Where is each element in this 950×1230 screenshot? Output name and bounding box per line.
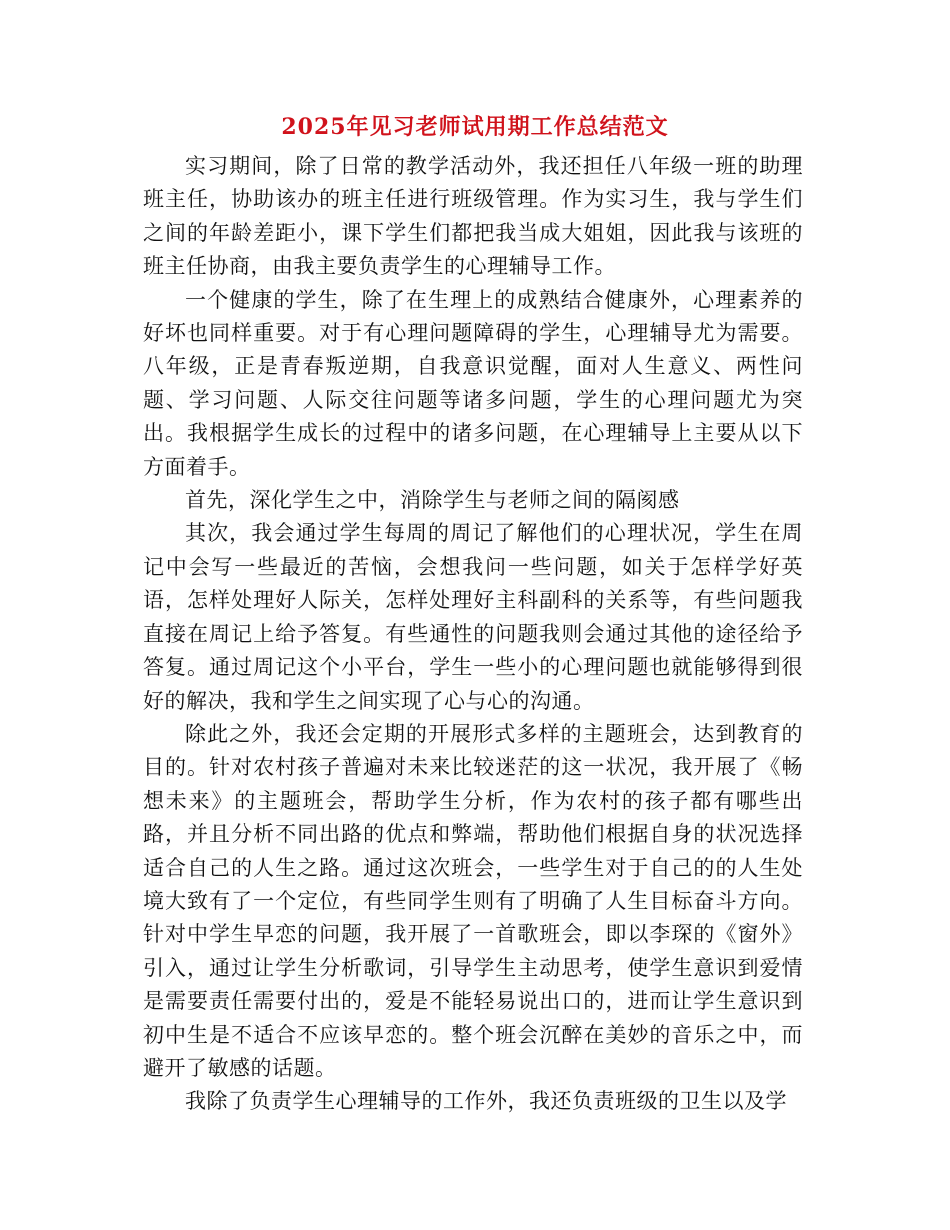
paragraph-3: 首先，深化学生之中，消除学生与老师之间的隔阂感 xyxy=(185,488,680,513)
paragraph-5: 除此之外，我还会定期的开展形式多样的主题班会，达到教育的目的。针对农村孩子普遍对未来比较迷茫的这一状况，我开展了《畅想未来》的主题班会，帮助学生分析，作为农村的孩子都有哪些出路，并且分析不同出路的优点和弊端，帮助他们根据自身的状况选择适合自己的人生之路。通过这次班会，一些学生对于自己的的人生处境大致有了一个定位，有些同学生则有了明确了人生目标奋斗方向。针对中学生早恋的问题，我开展了一首歌班会，即以李琛的《窗外》引入，通过让学生分析歌词，引导学生主动思考，使学生意识到爱情是需要责任需要付出的，爱是不能轻易说出口的，进而让学生意识到初中生是不适合不应该早恋的。整个班会沉醉在美妙的音乐之中，而避开了敏感的话题。 xyxy=(143,721,803,1080)
document-title: 2025年见习老师试用期工作总结范文 xyxy=(281,114,669,140)
paragraph-6: 我除了负责学生心理辅导的工作外，我还负责班级的卫生以及学 xyxy=(185,1089,787,1114)
paragraph-1: 实习期间，除了日常的教学活动外，我还担任八年级一班的助理班主任，协助该办的班主任进行班级管理。作为实习生，我与学生们之间的年龄差距小，课下学生们都把我当成大姐姐，因此我与该班的班主任协商，由我主要负责学生的心理辅导工作。 xyxy=(143,154,803,279)
document-body xyxy=(143,150,803,1119)
paragraph-4: 其次，我会通过学生每周的周记了解他们的心理状况，学生在周记中会写一些最近的苦恼，会想我问一些问题，如关于怎样学好英语，怎样处理好人际关，怎样处理好主科副科的关系等，有些问题我直接在周记上给予答复。有些通性的问题我则会通过其他的途径给予答复。通过周记这个小平台，学生一些小的心理问题也就能够得到很好的解决，我和学生之间实现了心与心的沟通。 xyxy=(143,521,803,713)
paragraph-2: 一个健康的学生，除了在生理上的成熟结合健康外，心理素养的好坏也同样重要。对于有心理问题障碍的学生，心理辅导尤为需要。八年级，正是青春叛逆期，自我意识觉醒，面对人生意义、两性问题、学习问题、人际交往问题等诸多问题，学生的心理问题尤为突出。我根据学生成长的过程中的诸多问题，在心理辅导上主要从以下方面着手。 xyxy=(143,287,803,479)
